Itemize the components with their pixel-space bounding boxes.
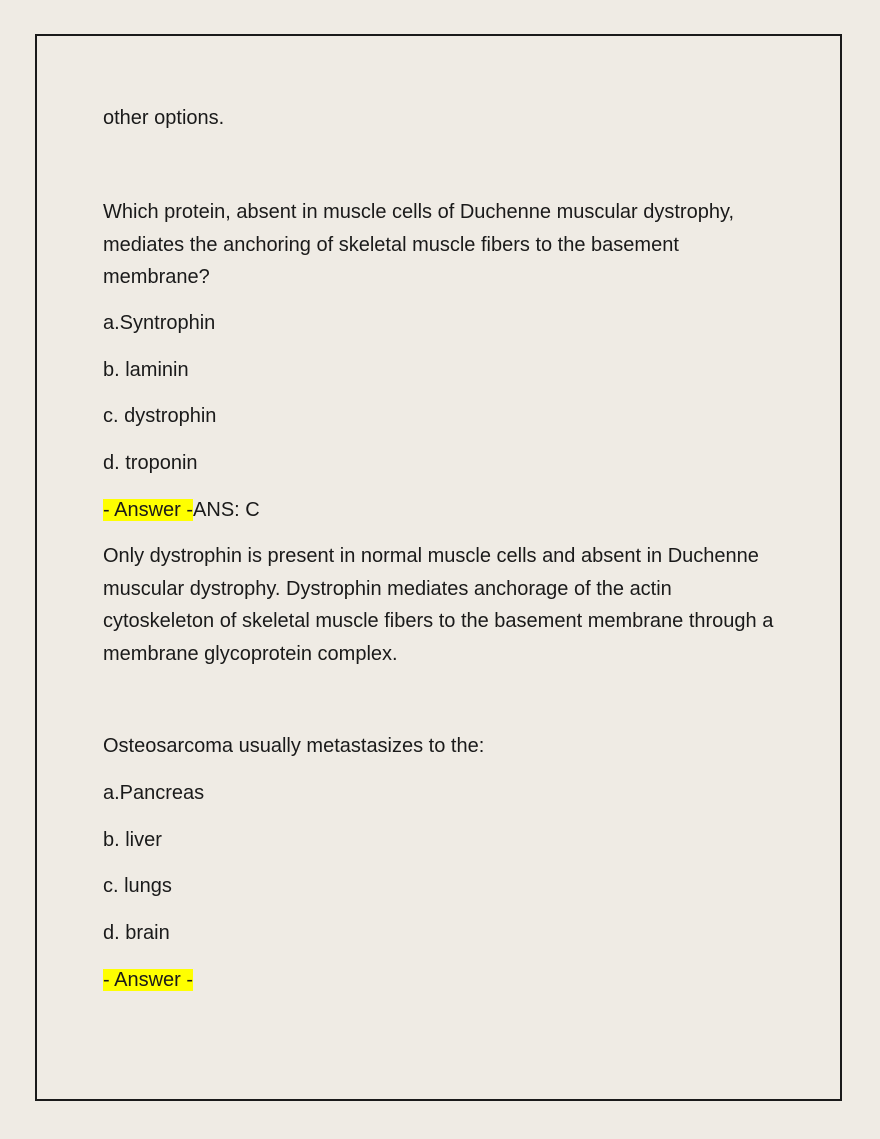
question-1-explanation: Only dystrophin is present in normal muscle cells and absent in Duchenne muscular dystrophy. Dystrophin mediates anchorage of the actin cytoskeleton of skeletal muscle fibers to the basement membrane through a membrane glycoprotein complex. <box>103 545 774 666</box>
continuation-text: other options. <box>103 107 225 129</box>
answer-highlight: - Answer - <box>103 969 194 991</box>
question-1-option-b: b. laminin <box>103 359 189 381</box>
question-1-stem: Which protein, absent in muscle cells of Duchenne muscular dystrophy, mediates the anchoring of skeletal muscle fibers to the basement membrane? <box>103 201 735 289</box>
question-1-option-d: d. troponin <box>103 452 198 474</box>
question-1-option-a: a.Syntrophin <box>103 312 216 334</box>
question-1-option-c: c. dystrophin <box>103 405 217 427</box>
question-2-answer-line <box>103 968 193 992</box>
question-2-option-a: a.Pancreas <box>103 782 205 804</box>
question-1-answer-line <box>103 498 260 522</box>
answer-highlight: - Answer - <box>103 499 194 521</box>
question-2-option-d: d. brain <box>103 922 170 944</box>
question-2-option-c: c. lungs <box>103 875 172 897</box>
question-2-stem: Osteosarcoma usually metastasizes to the: <box>103 735 485 757</box>
question-2-option-b: b. liver <box>103 829 162 851</box>
answer-value: ANS: C <box>193 499 260 521</box>
